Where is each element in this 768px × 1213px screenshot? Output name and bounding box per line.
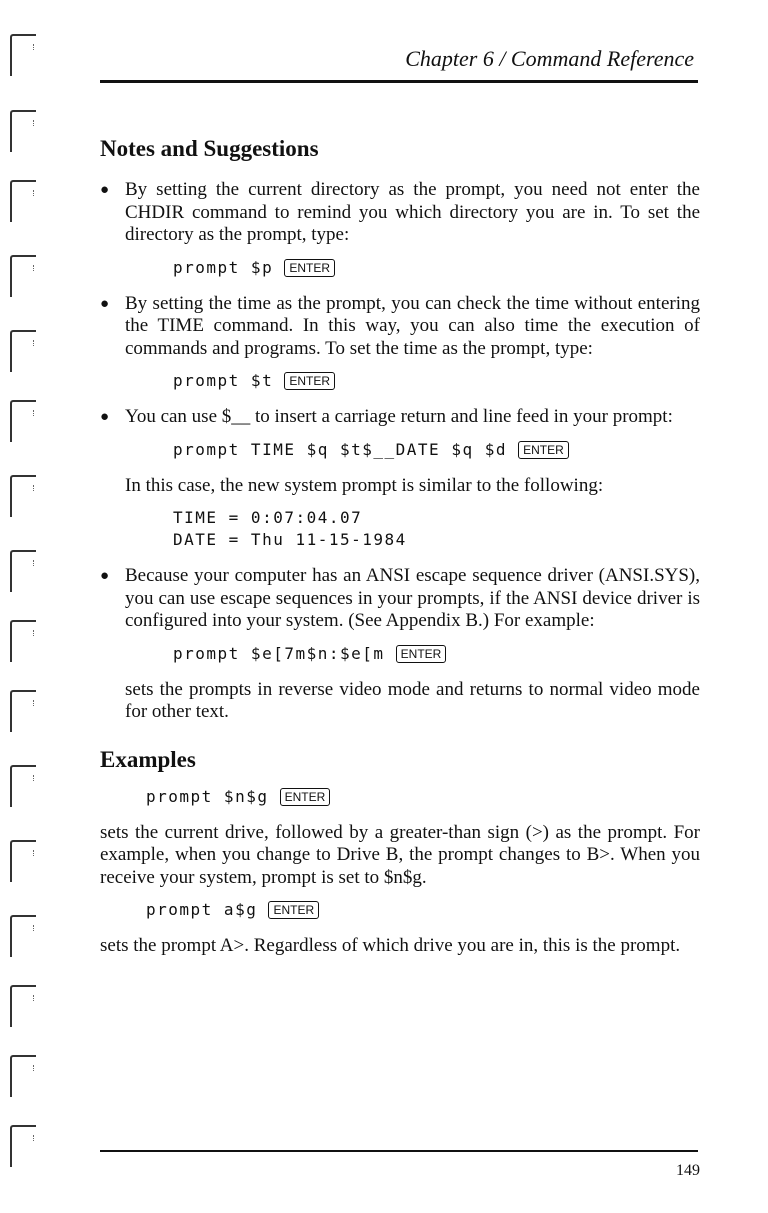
- binding-mark: [10, 985, 36, 1027]
- chapter-title: Chapter 6 / Command Reference: [405, 46, 694, 71]
- binding-mark: [10, 110, 36, 152]
- enter-key-icon: ENTER: [268, 901, 319, 919]
- output-line: TIME = 0:07:04.07: [173, 508, 363, 527]
- binding-mark: [10, 1125, 36, 1167]
- binding-mark: [10, 330, 36, 372]
- binding-margin: [0, 0, 60, 1213]
- footer-divider: [100, 1150, 698, 1152]
- binding-mark: [10, 915, 36, 957]
- code-example: [146, 899, 700, 921]
- binding-mark: [10, 840, 36, 882]
- notes-heading: Notes and Suggestions: [100, 136, 319, 161]
- binding-mark: [10, 765, 36, 807]
- binding-mark: [10, 255, 36, 297]
- list-item: [100, 293, 700, 393]
- note-text: By setting the current directory as the prompt, you need not enter the CHDIR command to remind you which directory you are in. To set the directory as the prompt, type:: [125, 179, 700, 245]
- note-followup: In this case, the new system prompt is similar to the following:: [125, 474, 604, 496]
- examples-heading: Examples: [100, 746, 196, 772]
- code-text: prompt $t: [173, 371, 274, 390]
- code-example: [173, 370, 700, 392]
- binding-mark: [10, 690, 36, 732]
- note-text: You can use $__ to insert a carriage return and line feed in your prompt:: [125, 406, 673, 427]
- binding-mark: [10, 34, 36, 76]
- output-line: DATE = Thu 11-15-1984: [173, 530, 407, 549]
- binding-mark: [10, 620, 36, 662]
- code-text: prompt $n$g: [146, 786, 269, 806]
- list-item: [100, 179, 700, 279]
- enter-key-icon: ENTER: [396, 645, 447, 663]
- code-example: [173, 643, 700, 665]
- binding-mark: [10, 475, 36, 517]
- enter-key-icon: ENTER: [284, 372, 335, 390]
- list-item: [100, 565, 700, 724]
- page-content: [100, 135, 700, 968]
- example-description: sets the current drive, followed by a greater-than sign (>) as the prompt. For example, when you change to Drive B, the prompt changes to B>. When you receive your system, prompt is set to $n$g.: [100, 821, 700, 888]
- code-text: prompt a$g: [146, 900, 258, 919]
- note-followup: sets the prompts in reverse video mode and returns to normal video mode for other text.: [125, 678, 700, 722]
- binding-mark: [10, 400, 36, 442]
- enter-key-icon: ENTER: [284, 259, 335, 277]
- code-text: prompt $e[7m$n:$e[m: [173, 643, 385, 663]
- example-description: sets the prompt A>. Regardless of which drive you are in, this is the prompt.: [100, 935, 681, 956]
- enter-key-icon: ENTER: [280, 788, 331, 806]
- enter-key-icon: ENTER: [518, 441, 569, 459]
- binding-mark: [10, 1055, 36, 1097]
- prompt-output: [173, 507, 700, 551]
- code-example: [146, 786, 700, 808]
- page-header: [100, 44, 698, 83]
- binding-mark: [10, 550, 36, 592]
- code-text: prompt $p: [173, 257, 274, 277]
- note-text: Because your computer has an ANSI escape sequence driver (ANSI.SYS), you can use escape sequences in your prompts, if the ANSI device driver is configured into your system. (See Appendix B.) For example:: [125, 565, 700, 631]
- code-example: [173, 257, 700, 279]
- code-example: [173, 439, 700, 461]
- code-text: prompt TIME $q $t$__DATE $q $d: [173, 439, 507, 459]
- page-number: 149: [676, 1162, 700, 1179]
- notes-list: [100, 179, 700, 724]
- note-text: By setting the time as the prompt, you can check the time without entering the TIME command. In this way, you can also time the execution of commands and programs. To set the time as the prompt, type:: [125, 292, 700, 359]
- list-item: [100, 406, 700, 551]
- binding-mark: [10, 180, 36, 222]
